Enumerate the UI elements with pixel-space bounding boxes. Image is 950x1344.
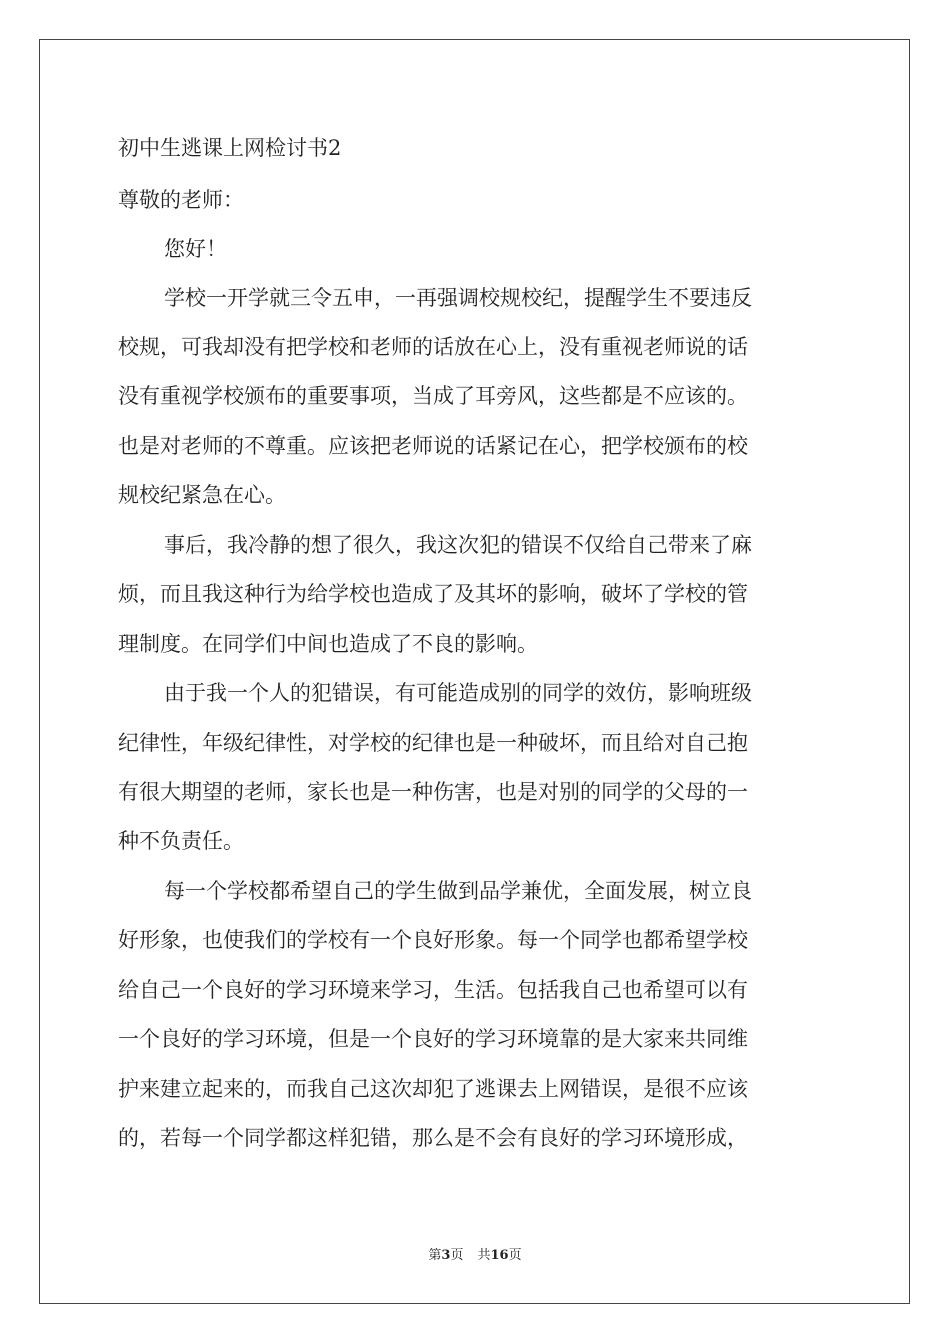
text-line: 没有重视学校颁布的重要事项，当成了耳旁风，这些都是不应该的。 bbox=[118, 384, 748, 408]
footer-total-pages: 16 bbox=[490, 1248, 509, 1263]
text-line: 给自己一个良好的学习环境来学习，生活。包括我自己也希望可以有 bbox=[118, 978, 748, 1002]
text-line: 学校一开学就三令五申，一再强调校规校纪，提醒学生不要违反 bbox=[164, 286, 752, 310]
text-line: 也是对老师的不尊重。应该把老师说的话紧记在心，把学校颁布的校 bbox=[118, 434, 748, 458]
footer-page-prefix: 第 bbox=[428, 1248, 442, 1263]
text-line: 校规，可我却没有把学校和老师的话放在心上，没有重视老师说的话 bbox=[118, 335, 748, 359]
text-line: 一个良好的学习环境，但是一个良好的学习环境靠的是大家来共同维 bbox=[118, 1027, 748, 1051]
text-line: 事后，我冷静的想了很久，我这次犯的错误不仅给自己带来了麻 bbox=[164, 533, 752, 557]
footer-total-prefix: 共 bbox=[477, 1248, 491, 1263]
text-line: 纪律性，年级纪律性，对学校的纪律也是一种破坏，而且给对自己抱 bbox=[118, 731, 748, 755]
page-footer bbox=[0, 1247, 950, 1265]
footer-page-number: 3 bbox=[441, 1248, 451, 1263]
text-line: 种不负责任。 bbox=[118, 829, 244, 853]
page-border bbox=[39, 39, 910, 1304]
text-line: 护来建立起来的，而我自己这次却犯了逃课去上网错误，是很不应该 bbox=[118, 1077, 748, 1101]
text-line: 烦，而且我这种行为给学校也造成了及其坏的影响，破坏了学校的管 bbox=[118, 582, 748, 606]
document-title: 初中生逃课上网检讨书2 bbox=[118, 136, 342, 160]
text-line: 好形象，也使我们的学校有一个良好形象。每一个同学也都希望学校 bbox=[118, 928, 748, 952]
text-line: 每一个学校都希望自己的学生做到品学兼优，全面发展，树立良 bbox=[164, 879, 752, 903]
footer-total-suffix: 页 bbox=[508, 1248, 522, 1263]
text-line: 有很大期望的老师，家长也是一种伤害，也是对别的同学的父母的一 bbox=[118, 780, 748, 804]
greeting: 您好！ bbox=[164, 237, 227, 261]
text-line: 的，若每一个同学都这样犯错，那么是不会有良好的学习环境形成， bbox=[118, 1126, 748, 1150]
salutation: 尊敬的老师： bbox=[118, 188, 244, 212]
text-line: 规校纪紧急在心。 bbox=[118, 483, 286, 507]
footer-page-suffix: 页 bbox=[450, 1248, 464, 1263]
text-line: 理制度。在同学们中间也造成了不良的影响。 bbox=[118, 632, 538, 656]
text-line: 由于我一个人的犯错误，有可能造成别的同学的效仿，影响班级 bbox=[164, 681, 752, 705]
